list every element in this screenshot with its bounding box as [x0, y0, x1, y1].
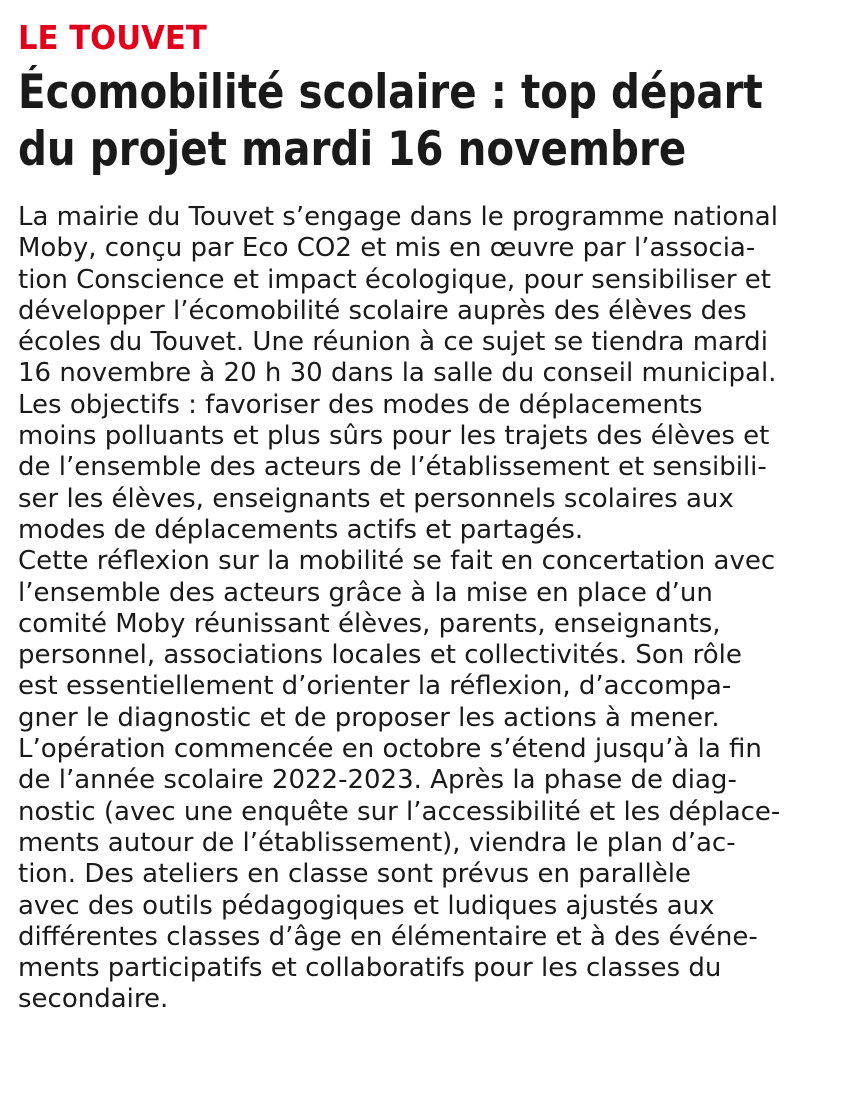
body-line: moins polluants et plus sûrs pour les trajets des élèves et	[18, 421, 770, 452]
headline-line: du projet mardi 16 novembre	[18, 122, 687, 177]
article-headline	[18, 64, 763, 178]
headline-line: Écomobilité scolaire : top départ	[18, 65, 763, 120]
body-line: écoles du Touvet. Une réunion à ce sujet se tiendra mardi	[18, 327, 768, 358]
body-line: comité Moby réunissant élèves, parents, enseignants,	[18, 608, 721, 639]
body-line: avec des outils pédagogiques et ludiques ajustés aux	[18, 890, 715, 921]
body-line: l’ensemble des acteurs grâce à la mise en place d’un	[18, 577, 713, 608]
body-line: ments autour de l’établissement), viendra le plan d’ac-	[18, 827, 736, 858]
body-line: gner le diagnostic et de proposer les actions à mener.	[18, 702, 720, 733]
body-line: Les objectifs : favoriser des modes de déplacements	[18, 389, 703, 420]
body-line: développer l’écomobilité scolaire auprès des élèves des	[18, 295, 747, 326]
body-line: est essentiellement d’orienter la réflexion, d’accompa-	[18, 671, 732, 702]
body-line: ments participatifs et collaboratifs pour les classes du	[18, 953, 722, 984]
body-line: nostic (avec une enquête sur l’accessibilité et les déplace-	[18, 796, 781, 827]
body-line: Moby, conçu par Eco CO2 et mis en œuvre par l’associa-	[18, 233, 756, 264]
body-line: Cette réflexion sur la mobilité se fait en concertation avec	[18, 546, 776, 577]
article-body	[18, 202, 836, 1016]
body-line: modes de déplacements actifs et partagés.	[18, 514, 584, 545]
article-kicker: LE TOUVET	[18, 18, 207, 57]
body-line: secondaire.	[18, 984, 169, 1015]
body-line: La mairie du Touvet s’engage dans le programme national	[18, 202, 778, 232]
body-line: tion Conscience et impact écologique, pour sensibiliser et	[18, 264, 771, 295]
body-line: L’opération commencée en octobre s’étend jusqu’à la fin	[18, 734, 762, 765]
body-line: 16 novembre à 20 h 30 dans la salle du conseil municipal.	[18, 358, 777, 389]
body-line: personnel, associations locales et collectivités. Son rôle	[18, 640, 742, 671]
body-line: différentes classes d’âge en élémentaire et à des événe-	[18, 921, 758, 952]
body-line: de l’année scolaire 2022-2023. Après la phase de diag-	[18, 765, 737, 796]
body-line: de l’ensemble des acteurs de l’établissement et sensibili-	[18, 452, 767, 483]
body-line: ser les élèves, enseignants et personnels scolaires aux	[18, 483, 734, 514]
body-line: tion. Des ateliers en classe sont prévus en parallèle	[18, 859, 691, 890]
